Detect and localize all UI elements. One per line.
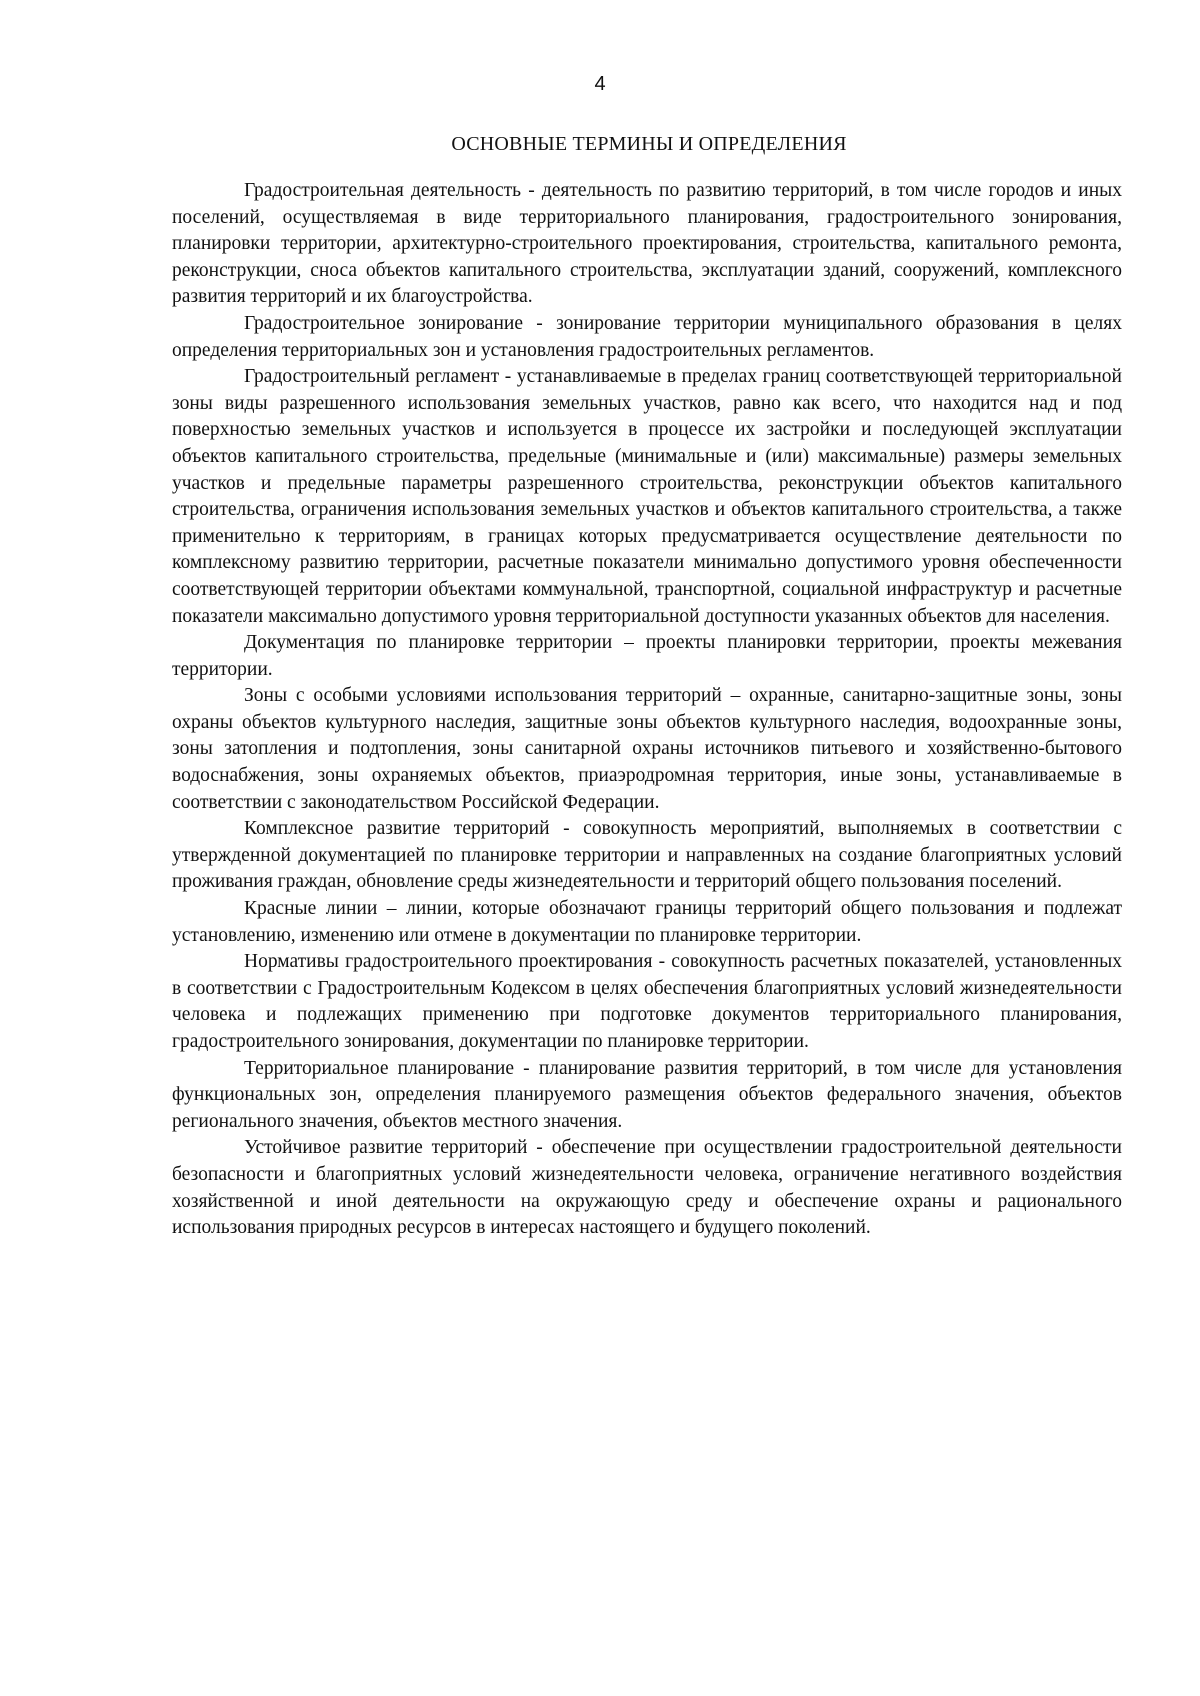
page-number: 4 xyxy=(594,73,606,95)
definition-paragraph: Градостроительный регламент - устанавливаемые в пределах границ соответствующей территориальной зоны виды разрешенного использования земельных участков, равно как всего, что находится над и под поверхностью земельных участков и используется в процессе их застройки и последующей эксплуатации объектов капитального строительства, предельные (минимальные и (или) максимальные) размеры земельных участков и предельные параметры разрешенного строительства, реконструкции объектов капитального строительства, ограничения использования земельных участков и объектов капитального строительства, а также применительно к территориям, в границах которых предусматривается осуществление деятельности по комплексному развитию территории, расчетные показатели минимально допустимого уровня обеспеченности соответствующей территории объектами коммунальной, транспортной, социальной инфраструктур и расчетные показатели максимально допустимого уровня территориальной доступности указанных объектов для населения. xyxy=(172,366,1122,627)
definition-paragraph: Градостроительное зонирование - зонирование территории муниципального образования в целях определения территориальных зон и установления градостроительных регламентов. xyxy=(172,312,1122,361)
definition-paragraph: Комплексное развитие территорий - совокупность мероприятий, выполняемых в соответствии с утвержденной документацией по планировке территории и направленных на создание благоприятных условий проживания граждан, обновление среды жизнедеятельности и территорий общего пользования поселений. xyxy=(172,818,1122,893)
definition-paragraph: Документация по планировке территории – проекты планировки территории, проекты межевания территории. xyxy=(172,632,1122,680)
definition-paragraph: Устойчивое развитие территорий - обеспечение при осуществлении градостроительной деятельности безопасности и благоприятных условий жизнедеятельности человека, ограничение негативного воздействия хозяйственной и иной деятельности на окружающую среду и обеспечение охраны и рационального использования природных ресурсов в интересах настоящего и будущего поколений. xyxy=(172,1137,1122,1239)
definition-paragraph: Нормативы градостроительного проектирования - совокупность расчетных показателей, установленных в соответствии с Градостроительным Кодексом в целях обеспечения благоприятных условий жизнедеятельности человека и подлежащих применению при подготовке документов территориального планирования, градостроительного зонирования, документации по планировке территории. xyxy=(172,951,1122,1052)
definition-paragraph: Красные линии – линии, которые обозначают границы территорий общего пользования и подлежат установлению, изменению или отмене в документации по планировке территории. xyxy=(172,898,1122,946)
page-title: ОСНОВНЫЕ ТЕРМИНЫ И ОПРЕДЕЛЕНИЯ xyxy=(451,133,847,155)
definitions-body xyxy=(172,178,1122,1242)
definition-paragraph: Градостроительная деятельность - деятельность по развитию территорий, в том числе городов и иных поселений, осуществляемая в виде территориального планирования, градостроительного зонирования, планировки территории, архитектурно-строительного проектирования, строительства, капитального ремонта, реконструкции, сноса объектов капитального строительства, эксплуатации зданий, сооружений, комплексного развития территорий и их благоустройства. xyxy=(172,180,1122,308)
definition-paragraph: Территориальное планирование - планирование развития территорий, в том числе для установления функциональных зон, определения планируемого размещения объектов федерального значения, объектов регионального значения, объектов местного значения. xyxy=(172,1057,1122,1132)
definition-paragraph: Зоны с особыми условиями использования территорий – охранные, санитарно-защитные зоны, зоны охраны объектов культурного наследия, защитные зоны объектов культурного наследия, водоохранные зоны, зоны затопления и подтопления, зоны санитарной охраны источников питьевого и хозяйственно-бытового водоснабжения, зоны охраняемых объектов, приаэродромная территория, иные зоны, устанавливаемые в соответствии с законодательством Российской Федерации. xyxy=(172,685,1122,813)
